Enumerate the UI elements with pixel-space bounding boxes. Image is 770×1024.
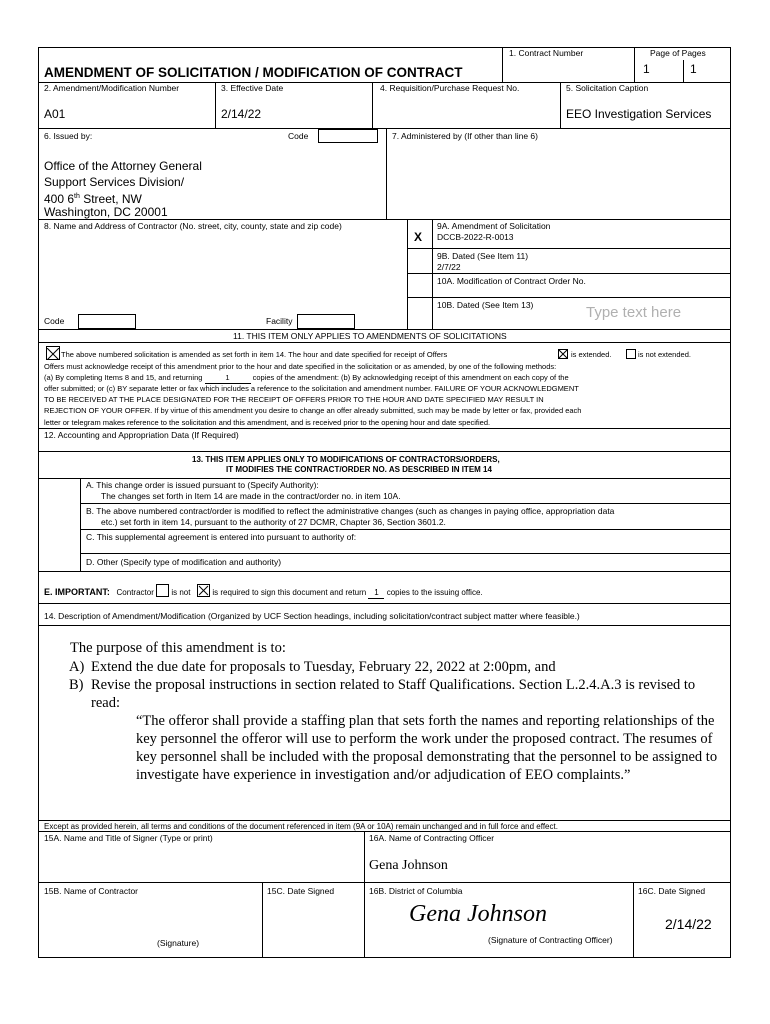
contractor-code-field[interactable] (78, 314, 136, 329)
item-12-label: 12. Accounting and Appropriation Data (If Required) (44, 430, 239, 440)
administered-by-label: 7. Administered by (If other than line 6) (392, 131, 538, 141)
important-contractor: Contractor (116, 588, 154, 597)
amendment-number-label: 2. Amendment/Modification Number (44, 83, 180, 93)
district-label: 16B. District of Columbia (369, 886, 463, 896)
page-number[interactable]: 1 (643, 62, 650, 76)
extended-checkbox[interactable] (558, 349, 568, 359)
item-14-intro[interactable]: The purpose of this amendment is to: (70, 640, 286, 656)
contractor-signature-label: (Signature) (157, 938, 200, 948)
facility-field[interactable] (297, 314, 355, 329)
issued-line-1[interactable]: Office of the Attorney General (44, 159, 202, 173)
section-13-header-2: IT MODIFIES THE CONTRACT/ORDER NO. AS DESCRIBED IN ITEM 14 (226, 465, 492, 474)
item-14-a-marker: A) (69, 659, 85, 675)
is-not-checkbox[interactable] (156, 584, 169, 597)
contractor-code-label: Code (44, 316, 65, 326)
section-11-line-2: Offers must acknowledge receipt of this amendment prior to the hour and date specified in the solicitation or as amended, by one of the following methods: (44, 362, 557, 371)
section-11-line-5: TO BE RECEIVED AT THE PLACE DESIGNATED FOR THE RECEIPT OF OFFERS PRIOR TO THE HOUR AND DATE SPECIFIED MAY RESULT IN (44, 395, 544, 404)
contract-number-label: 1. Contract Number (509, 48, 584, 58)
date-15c-label: 15C. Date Signed (267, 886, 335, 896)
facility-label: Facility (266, 316, 293, 326)
section-11-line-4: offer submitted; or (c) BY separate letter or fax which includes a reference to the solicitation and amendment number. FAILURE OF YOUR ACKNOWLEDGMENT (44, 384, 579, 393)
important-row (44, 584, 483, 599)
section-11-line-1: The above numbered solicitation is amended as set forth in item 14. The hour and date specified for receipt of Offers (61, 350, 448, 359)
checkmark-x-icon (198, 585, 209, 596)
item-14-quote[interactable]: “The offeror shall provide a staffing plan that sets forth the names and reporting relationships of the key personnel the offeror will use to perform the work under the proposed contract. The resumes of key personnel shall be included with the proposal demonstrating that the personnel to be assigned to investigate have experience in investigation and/or adjudication of EEO complaints.” (136, 713, 718, 783)
issued-line-2[interactable]: Support Services Division/ (44, 175, 185, 189)
section-13-a-line-1: A. This change order is issued pursuant to (Specify Authority): (86, 480, 319, 490)
section-11-line-7: letter or telegram makes reference to the solicitation and this amendment, and is received prior to the opening hour and date specified. (44, 418, 491, 427)
item-9b-value[interactable]: 2/7/22 (437, 262, 461, 272)
contractor-name-label: 15B. Name of Contractor (44, 886, 139, 896)
contractor-label: 8. Name and Address of Contractor (No. street, city, county, state and zip code) (44, 221, 342, 231)
section-13-d: D. Other (Specify type of modification and authority) (86, 557, 282, 567)
effective-date-value[interactable]: 2/14/22 (221, 107, 262, 121)
solicitation-caption-value[interactable]: EEO Investigation Services (566, 107, 712, 121)
section-13-c: C. This supplemental agreement is entered into pursuant to authority of: (86, 532, 357, 542)
officer-name[interactable]: Gena Johnson (369, 858, 448, 873)
item-10b-label: 10B. Dated (See Item 13) (437, 300, 534, 310)
requisition-label: 4. Requisition/Purchase Request No. (380, 83, 520, 93)
except-clause: Except as provided herein, all terms and conditions of the document referenced in item (9A or 10A) remain unchanged and in full force and effect. (44, 822, 558, 831)
return-copies-field[interactable]: 1 (368, 588, 384, 599)
section-11-line-3: (a) By completing Items 8 and 15, and returning 1 copies of the amendment: (b) By acknowledging receipt of this amendment on each copy of the (44, 373, 569, 382)
item-14-a-text[interactable]: Extend the due date for proposals to Tuesday, February 22, 2022 at 2:00pm, and (91, 659, 556, 675)
item-14-b-text[interactable]: Revise the proposal instructions in section related to Staff Qualifications. Section L.2.4.A.3 is revised to read: (91, 677, 696, 711)
item-9a-value[interactable]: DCCB-2022-R-0013 (437, 232, 514, 242)
form-title: AMENDMENT OF SOLICITATION / MODIFICATION OF CONTRACT (44, 65, 463, 80)
is-not-label: is not (171, 588, 191, 597)
issued-code-label: Code (288, 131, 309, 141)
issued-line-3[interactable]: 400 6th Street, NW (44, 192, 142, 206)
amendment-number-value[interactable]: A01 (44, 107, 66, 121)
issued-line-4[interactable]: Washington, DC 20001 (44, 205, 168, 219)
return-copies-tail: copies to the issuing office. (386, 588, 483, 597)
section-13-b-line-1: B. The above numbered contract/order is modified to reflect the administrative changes (such as changes in paying office, appropriation data (86, 506, 615, 516)
section-13-a-line-2: The changes set forth in Item 14 are made in the contract/order no. in item 10A. (101, 491, 401, 501)
item-9b-label: 9B. Dated (See Item 11) (437, 251, 529, 261)
officer-label: 16A. Name of Contracting Officer (369, 833, 495, 843)
section-13-b-line-2: etc.) set forth in item 14, pursuant to the authority of 27 DCMR, Chapter 36, Section 3601.2. (101, 517, 446, 527)
checkmark-x-icon (47, 348, 59, 360)
extended-label: is extended. (571, 350, 612, 359)
section-11-header: 11. THIS ITEM ONLY APPLIES TO AMENDMENTS OF SOLICITATIONS (233, 331, 507, 341)
item-14-label: 14. Description of Amendment/Modification (Organized by UCF Section headings, including solicitation/contract subject matter where feasible.) (44, 611, 580, 621)
item-10a-label: 10A. Modification of Contract Order No. (437, 276, 586, 286)
item-9a-mark[interactable]: X (414, 230, 423, 244)
checkmark-x-icon (559, 350, 567, 358)
not-extended-checkbox[interactable] (626, 349, 636, 359)
officer-signature[interactable]: Gena Johnson (409, 901, 547, 927)
signer-label: 15A. Name and Title of Signer (Type or print) (44, 833, 213, 843)
copies-field[interactable]: 1 (205, 373, 251, 384)
date-signed-value[interactable]: 2/14/22 (665, 916, 712, 932)
page-of-pages-label: Page of Pages (650, 48, 706, 58)
contract-number-field[interactable] (509, 62, 629, 78)
issued-by-label: 6. Issued by: (44, 131, 93, 141)
important-label: E. IMPORTANT: (44, 587, 110, 597)
effective-date-label: 3. Effective Date (221, 83, 284, 93)
section-11-checkbox[interactable] (46, 346, 60, 360)
item-9a-label: 9A. Amendment of Solicitation (437, 221, 551, 231)
is-required-checkbox[interactable] (197, 584, 210, 597)
not-extended-label: is not extended. (638, 350, 691, 359)
item-10b-field[interactable]: Type text here (586, 304, 682, 321)
section-13-header-1: 13. THIS ITEM APPLIES ONLY TO MODIFICATIONS OF CONTRACTORS/ORDERS, (192, 455, 500, 464)
is-required-label: is required to sign this document and return (212, 588, 367, 597)
solicitation-caption-label: 5. Solicitation Caption (566, 83, 649, 93)
officer-signature-label: (Signature of Contracting Officer) (488, 935, 613, 945)
date-16c-label: 16C. Date Signed (638, 886, 706, 896)
item-14-b-marker: B) (69, 677, 84, 693)
section-11-line-6: REJECTION OF YOUR OFFER. If by virtue of this amendment you desire to change an offer already submitted, such may be made by letter or fax, provided each (44, 406, 582, 415)
issued-code-field[interactable] (318, 129, 378, 143)
pages-total[interactable]: 1 (690, 62, 697, 76)
